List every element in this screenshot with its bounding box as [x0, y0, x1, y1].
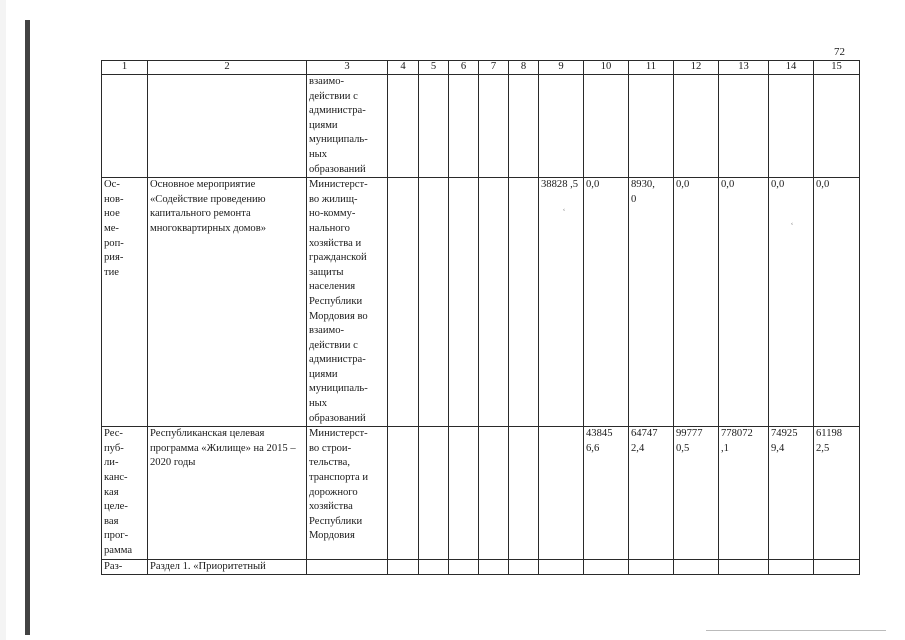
value-cell [539, 75, 584, 178]
header-cell: 5 [419, 61, 449, 75]
row-type-cell: Рес- пуб- ли- канс- кая целе- вая прог- рамма [102, 427, 148, 559]
value-cell [388, 559, 419, 575]
value-cell [769, 559, 814, 575]
value-cell [674, 75, 719, 178]
header-cell: 2 [148, 61, 307, 75]
value-cell [509, 427, 539, 559]
value-cell [629, 559, 674, 575]
value-cell [674, 559, 719, 575]
header-cell: 1 [102, 61, 148, 75]
value-cell [479, 178, 509, 427]
value-cell: 43845 6,6 [584, 427, 629, 559]
row-title-cell: Раздел 1. «Приоритетный [148, 559, 307, 575]
value-cell [419, 178, 449, 427]
value-cell [719, 559, 769, 575]
value-cell [539, 178, 584, 427]
value-cell [479, 427, 509, 559]
value-cell: 778072 ,1 [719, 427, 769, 559]
value-cell [814, 559, 860, 575]
value-cell [509, 75, 539, 178]
scan-mark: ‹ [791, 220, 793, 227]
value-cell [539, 559, 584, 575]
header-cell: 3 [307, 61, 388, 75]
value-cell: 0,0 [719, 178, 769, 427]
table-row [102, 427, 860, 559]
row-executor-cell [307, 559, 388, 575]
row-title-cell: Основное мероприятие «Содействие проведению капитального ремонта многоквартирных домов» [148, 178, 307, 427]
scan-mark: ‹ [563, 206, 565, 213]
header-cell: 9 [539, 61, 584, 75]
value-cell [388, 75, 419, 178]
row-executor-cell: Министерст- во жилищ- но-комму- нального хозяйства и гражданской защиты населения Республики Мордовия во взаимо- действии с администра- циями муниципаль- ных образований [307, 178, 388, 427]
value-cell [509, 178, 539, 427]
header-cell: 12 [674, 61, 719, 75]
row-type-cell: Раз- [102, 559, 148, 575]
value-text: 38828 ,5 [541, 179, 579, 191]
value-cell [449, 178, 479, 427]
value-cell [584, 559, 629, 575]
value-cell [719, 75, 769, 178]
value-cell [629, 75, 674, 178]
value-cell [419, 427, 449, 559]
page-number: 72 [834, 46, 845, 58]
value-cell [419, 75, 449, 178]
header-cell: 14 [769, 61, 814, 75]
value-cell: 0,0 [814, 178, 860, 427]
row-title-cell: Республиканская целевая программа «Жилище» на 2015 – 2020 годы [148, 427, 307, 559]
table-row [102, 559, 860, 575]
value-cell [769, 75, 814, 178]
header-cell: 15 [814, 61, 860, 75]
value-cell [388, 178, 419, 427]
value-cell [509, 559, 539, 575]
value-cell: 0,0 [674, 178, 719, 427]
value-cell [388, 427, 419, 559]
value-cell [449, 75, 479, 178]
value-cell [539, 427, 584, 559]
header-cell: 7 [479, 61, 509, 75]
row-type-cell [102, 75, 148, 178]
scan-artifact-line [706, 630, 886, 631]
header-cell: 6 [449, 61, 479, 75]
header-cell: 4 [388, 61, 419, 75]
table-row [102, 75, 860, 178]
value-cell [449, 559, 479, 575]
value-cell: 64747 2,4 [629, 427, 674, 559]
row-executor-cell: Министерст- во строи- тельства, транспорта и дорожного хозяйства Республики Мордовия [307, 427, 388, 559]
header-cell: 8 [509, 61, 539, 75]
value-cell [584, 75, 629, 178]
binding-edge [0, 0, 6, 640]
budget-table [101, 60, 860, 575]
value-cell: 74925 9,4 [769, 427, 814, 559]
value-cell [479, 75, 509, 178]
value-cell [769, 178, 814, 427]
value-cell [814, 75, 860, 178]
column-number-row [102, 61, 860, 75]
value-cell [419, 559, 449, 575]
value-text: 0,0 [771, 179, 785, 191]
scan-binding-bar [25, 20, 30, 635]
value-cell: 0,0 [584, 178, 629, 427]
value-cell: 99777 0,5 [674, 427, 719, 559]
table-row [102, 178, 860, 427]
header-cell: 11 [629, 61, 674, 75]
value-cell: 61198 2,5 [814, 427, 860, 559]
row-executor-cell: взаимо- действии с администра- циями муниципаль- ных образований [307, 75, 388, 178]
row-type-cell: Ос- нов- ное ме- роп- рия- тие [102, 178, 148, 427]
row-title-cell [148, 75, 307, 178]
header-cell: 10 [584, 61, 629, 75]
value-cell: 8930, 0 [629, 178, 674, 427]
header-cell: 13 [719, 61, 769, 75]
value-cell [479, 559, 509, 575]
value-cell [449, 427, 479, 559]
